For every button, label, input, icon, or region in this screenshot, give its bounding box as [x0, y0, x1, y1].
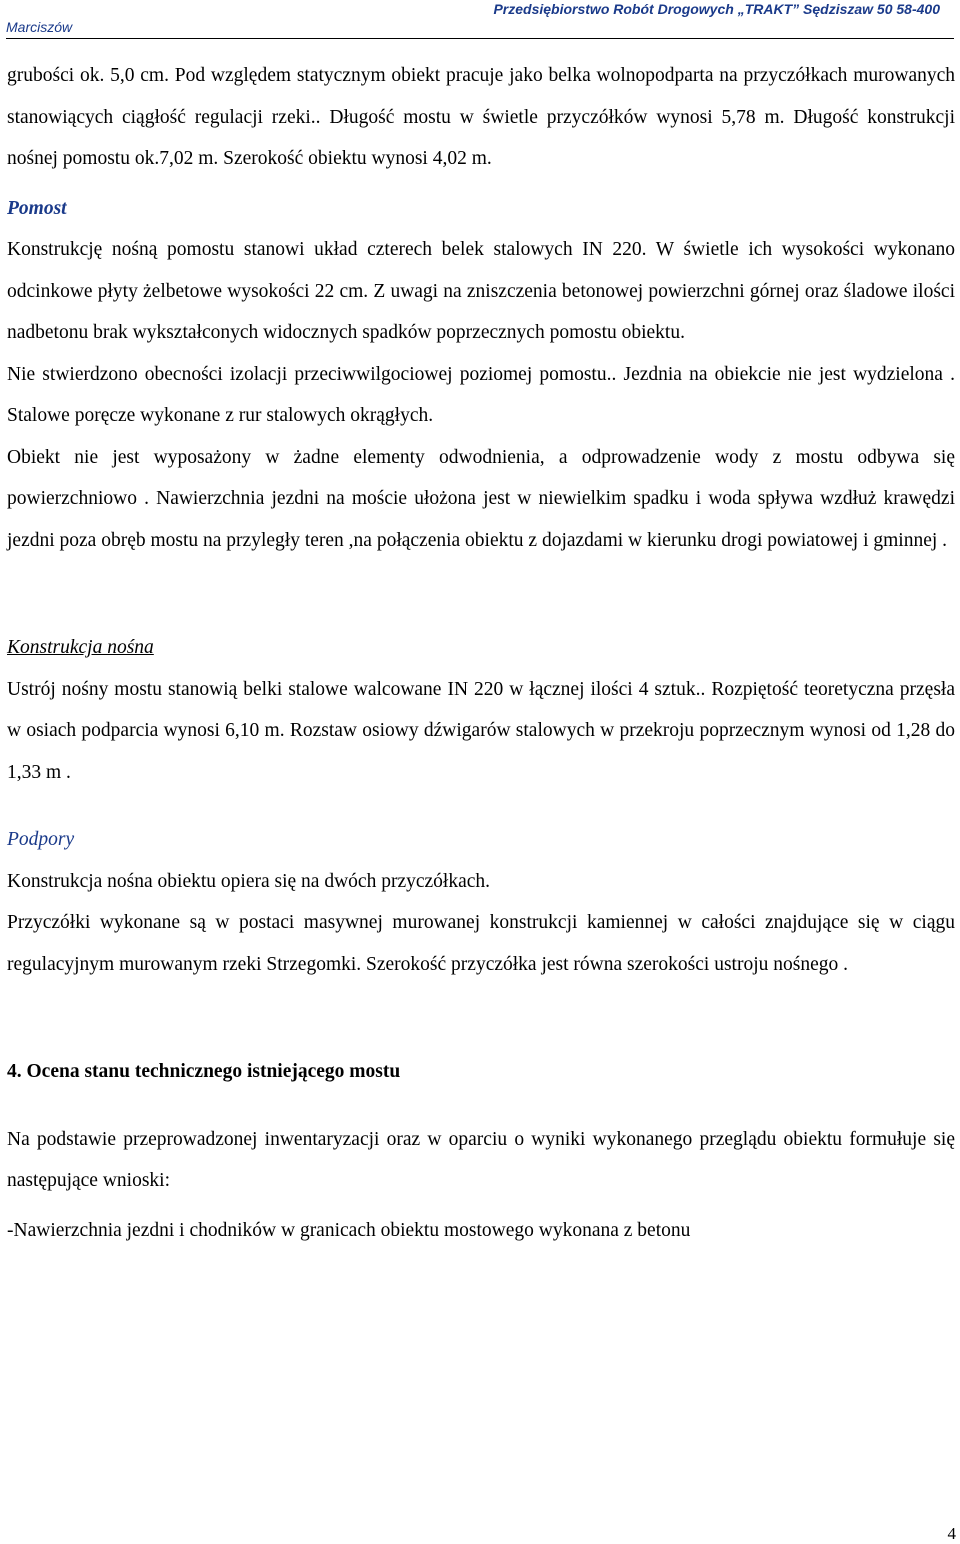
podpory-paragraph-2: Przyczółki wykonane są w postaci masywnej murowanej konstrukcji kamiennej w całości znajdujące się w ciągu regulacyjnym murowanym rzeki Strzegomki. Szerokość przyczółka jest równa szerokości ustroju nośnego . — [7, 912, 955, 975]
pomost-paragraph-3: Obiekt nie jest wyposażony w żadne elementy odwodnienia, a odprowadzenie wody z mostu odbywa się powierzchniowo . Nawierzchnia jezdni na moście ułożona jest w niewielkim spadku i woda spływa wzdłuż krawędzi jezdni poza obręb mostu na przyległy teren ,na połączenia obiektu z dojazdami w kierunku drogi powiatowej i gminnej . — [7, 446, 955, 551]
section-title-ocena: 4. Ocena stanu technicznego istniejącego mostu — [7, 1061, 401, 1082]
page-header — [6, 0, 954, 39]
konstrukcja-paragraph: Ustrój nośny mostu stanowią belki stalowe walcowane IN 220 w łącznej ilości 4 sztuk.. Rozpiętość teoretyczna przęsła w osiach podparcia wynosi 6,10 m. Rozstaw osiowy dźwigarów stalowych w przekroju poprzecznym wynosi od 1,28 do 1,33 m . — [7, 678, 955, 783]
section-title-pomost: Pomost — [7, 197, 67, 219]
pomost-paragraph-2: Nie stwierdzono obecności izolacji przeciwwilgociowej poziomej pomostu.. Jezdnia na obiekcie nie jest wydzielona . Stalowe poręcze wykonane z rur stalowych okrągłych. — [7, 363, 955, 426]
page-number: 4 — [947, 1524, 956, 1543]
intro-paragraph: grubości ok. 5,0 cm. Pod względem statycznym obiekt pracuje jako belka wolnopodparta na przyczółkach murowanych stanowiących ciągłość regulacji rzeki.. Długość mostu w świetle przyczółków wynosi 5,78 m. Długość konstrukcji nośnej pomostu ok.7,02 m. Szerokość obiektu wynosi 4,02 m. — [7, 65, 955, 169]
ocena-paragraph-1: Na podstawie przeprowadzonej inwentaryzacji oraz w oparciu o wyniki wykonanego przeglądu obiektu formułuje się następujące wnioski: — [7, 1128, 955, 1191]
ocena-paragraph-2: -Nawierzchnia jezdni i chodników w granicach obiektu mostowego wykonana z betonu — [7, 1219, 691, 1241]
podpory-paragraph-1: Konstrukcja nośna obiektu opiera się na dwóch przyczółkach. — [7, 870, 491, 892]
section-title-podpory: Podpory — [7, 829, 75, 850]
document-body — [7, 55, 955, 1251]
pomost-paragraph-1: Konstrukcję nośną pomostu stanowi układ czterech belek stalowych IN 220. W świetle ich wysokości wykonano odcinkowe płyty żelbetowe wysokości 22 cm. Z uwagi na zniszczenia betonowej powierzchni górnej oraz śladowe ilości nadbetonu brak wykształconych widocznych spadków poprzecznych pomostu obiektu. — [7, 239, 955, 343]
header-location: Marciszów — [6, 19, 73, 35]
header-company: Przedsiębiorstwo Robót Drogowych „TRAKT” Sędziszaw 50 58-400 — [493, 1, 940, 17]
section-title-konstrukcja: Konstrukcja nośna — [7, 637, 154, 658]
